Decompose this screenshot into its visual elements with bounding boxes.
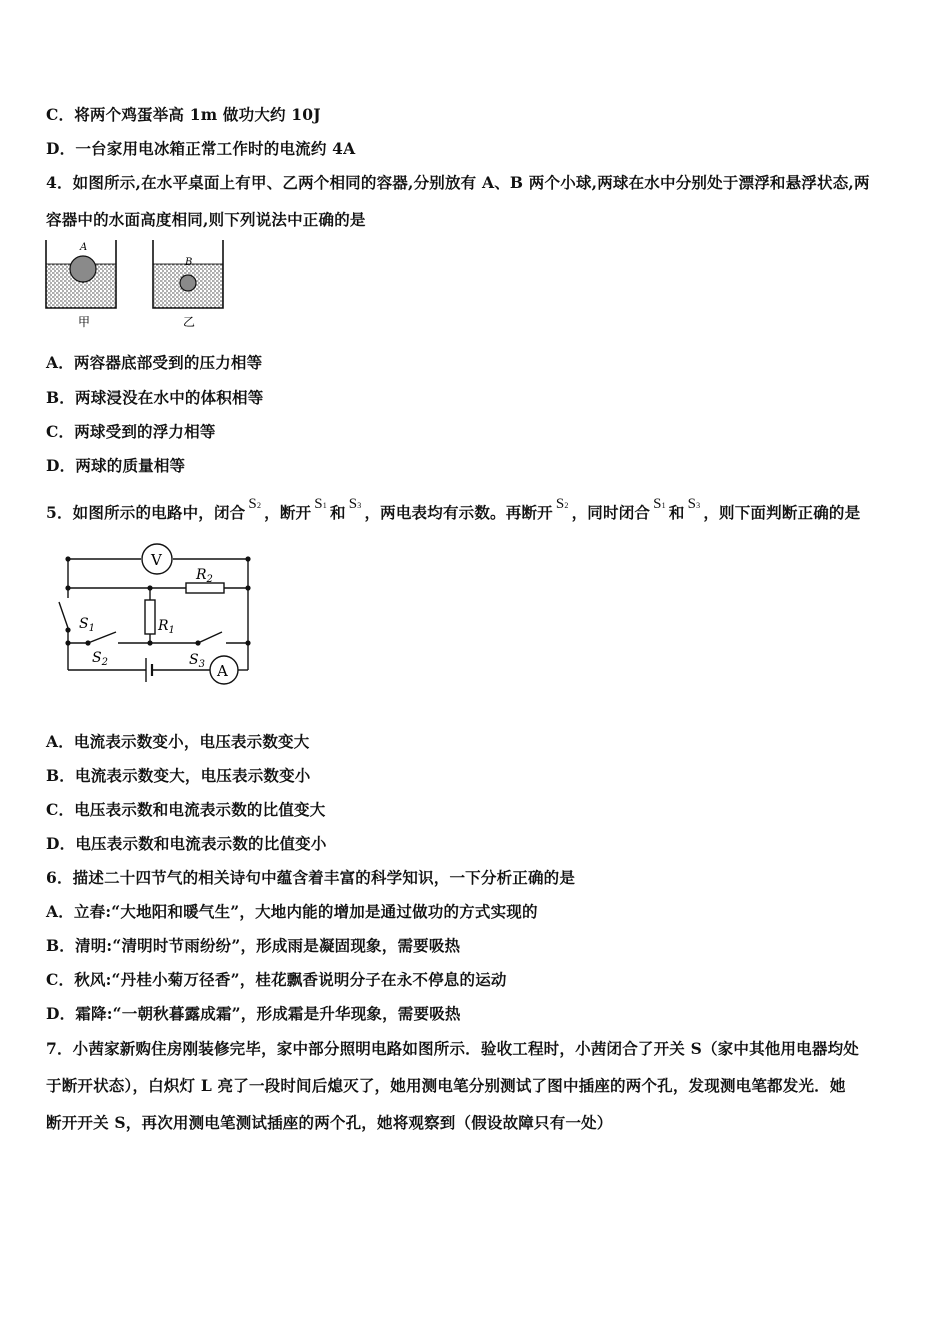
switch-s2-symbol: S2	[555, 496, 569, 512]
q4-option-d: D．两球的质量相等	[46, 456, 186, 475]
ball-a	[70, 256, 96, 282]
resistor-r1	[145, 600, 155, 634]
r1-label: $R_1$	[158, 618, 175, 636]
r2-label: $R_2$	[196, 567, 213, 585]
label-yi: 乙	[183, 315, 196, 329]
switch-s2-symbol: S2	[248, 496, 262, 512]
q4-option-a: A．两容器底部受到的压力相等	[46, 353, 263, 372]
ammeter-label: A	[217, 662, 228, 680]
q6-option-c: C．秋风:“丹桂小菊万径香”，桂花飘香说明分子在永不停息的运动	[46, 970, 507, 989]
q5-stem: 5．如图所示的电路中，闭合 S2 ，断开 S1 和 S3 ，两电表均有示数。再断开 S2 ，同时闭合 S1 和 S3 ，则下面判断正确的是	[46, 496, 861, 522]
q5-option-d: D．电压表示数和电流表示数的比值变小	[46, 834, 327, 853]
container-yi	[153, 240, 223, 329]
ball-b-label: B	[185, 257, 193, 268]
switch-s1	[59, 602, 68, 628]
q5-circuit-figure	[46, 540, 266, 690]
q5-option-c: C．电压表示数和电流表示数的比值变大	[46, 800, 326, 819]
q7-stem-line2: 于断开状态），白炽灯 L 亮了一段时间后熄灭了，她用测电笔分别测试了图中插座的两个孔，发现测电笔都发光．她	[46, 1076, 846, 1095]
switch-s3	[198, 632, 222, 643]
switch-s3-symbol: S3	[348, 496, 362, 512]
q5-option-b: B．电流表示数变大，电压表示数变小	[46, 766, 311, 785]
q4-stem-line2: 容器中的水面高度相同,则下列说法中正确的是	[46, 210, 366, 229]
q4-option-c: C．两球受到的浮力相等	[46, 422, 216, 441]
voltmeter-label: V	[151, 551, 162, 569]
resistor-r2	[186, 583, 224, 593]
s2-label: $S_2$	[92, 650, 108, 668]
q7-stem-line1: 7．小茜家新购住房刚装修完毕，家中部分照明电路如图所示．验收工程时，小茜闭合了开关 S（家中其他用电器均处	[46, 1039, 859, 1058]
q7-stem-line3: 断开开关 S，再次用测电笔测试插座的两个孔，她将观察到（假设故障只有一处）	[46, 1113, 613, 1132]
q3-option-c: C．将两个鸡蛋举高 1m 做功大约 10J	[46, 105, 321, 124]
q6-option-d: D．霜降:“一朝秋暮露成霜”，形成霜是升华现象，需要吸热	[46, 1004, 461, 1023]
container-jia	[46, 240, 116, 329]
q4-stem-line1: 4．如图所示,在水平桌面上有甲、乙两个相同的容器,分别放有 A、B 两个小球,两球在水中分别处于漂浮和悬浮状态,两	[46, 173, 870, 192]
switch-s1-symbol: S1	[314, 496, 327, 512]
switch-s1-symbol: S1	[653, 496, 666, 512]
switch-s3-symbol: S3	[687, 496, 701, 512]
label-jia: 甲	[78, 315, 91, 329]
s3-label: $S_3$	[189, 652, 205, 670]
q6-option-b: B．清明:“清明时节雨纷纷”，形成雨是凝固现象，需要吸热	[46, 936, 461, 955]
q3-option-d: D．一台家用电冰箱正常工作时的电流约 4A	[46, 139, 356, 158]
s1-label: $S_1$	[79, 616, 95, 634]
ball-a-label: A	[80, 242, 88, 253]
q5-option-a: A．电流表示数变小，电压表示数变大	[46, 732, 310, 751]
ball-b	[180, 275, 196, 291]
q4-containers-figure	[40, 236, 240, 336]
q4-option-b: B．两球浸没在水中的体积相等	[46, 388, 264, 407]
q6-stem: 6．描述二十四节气的相关诗句中蕴含着丰富的科学知识，一下分析正确的是	[46, 868, 576, 887]
q6-option-a: A．立春:“大地阳和暖气生”，大地内能的增加是通过做功的方式实现的	[46, 902, 538, 921]
